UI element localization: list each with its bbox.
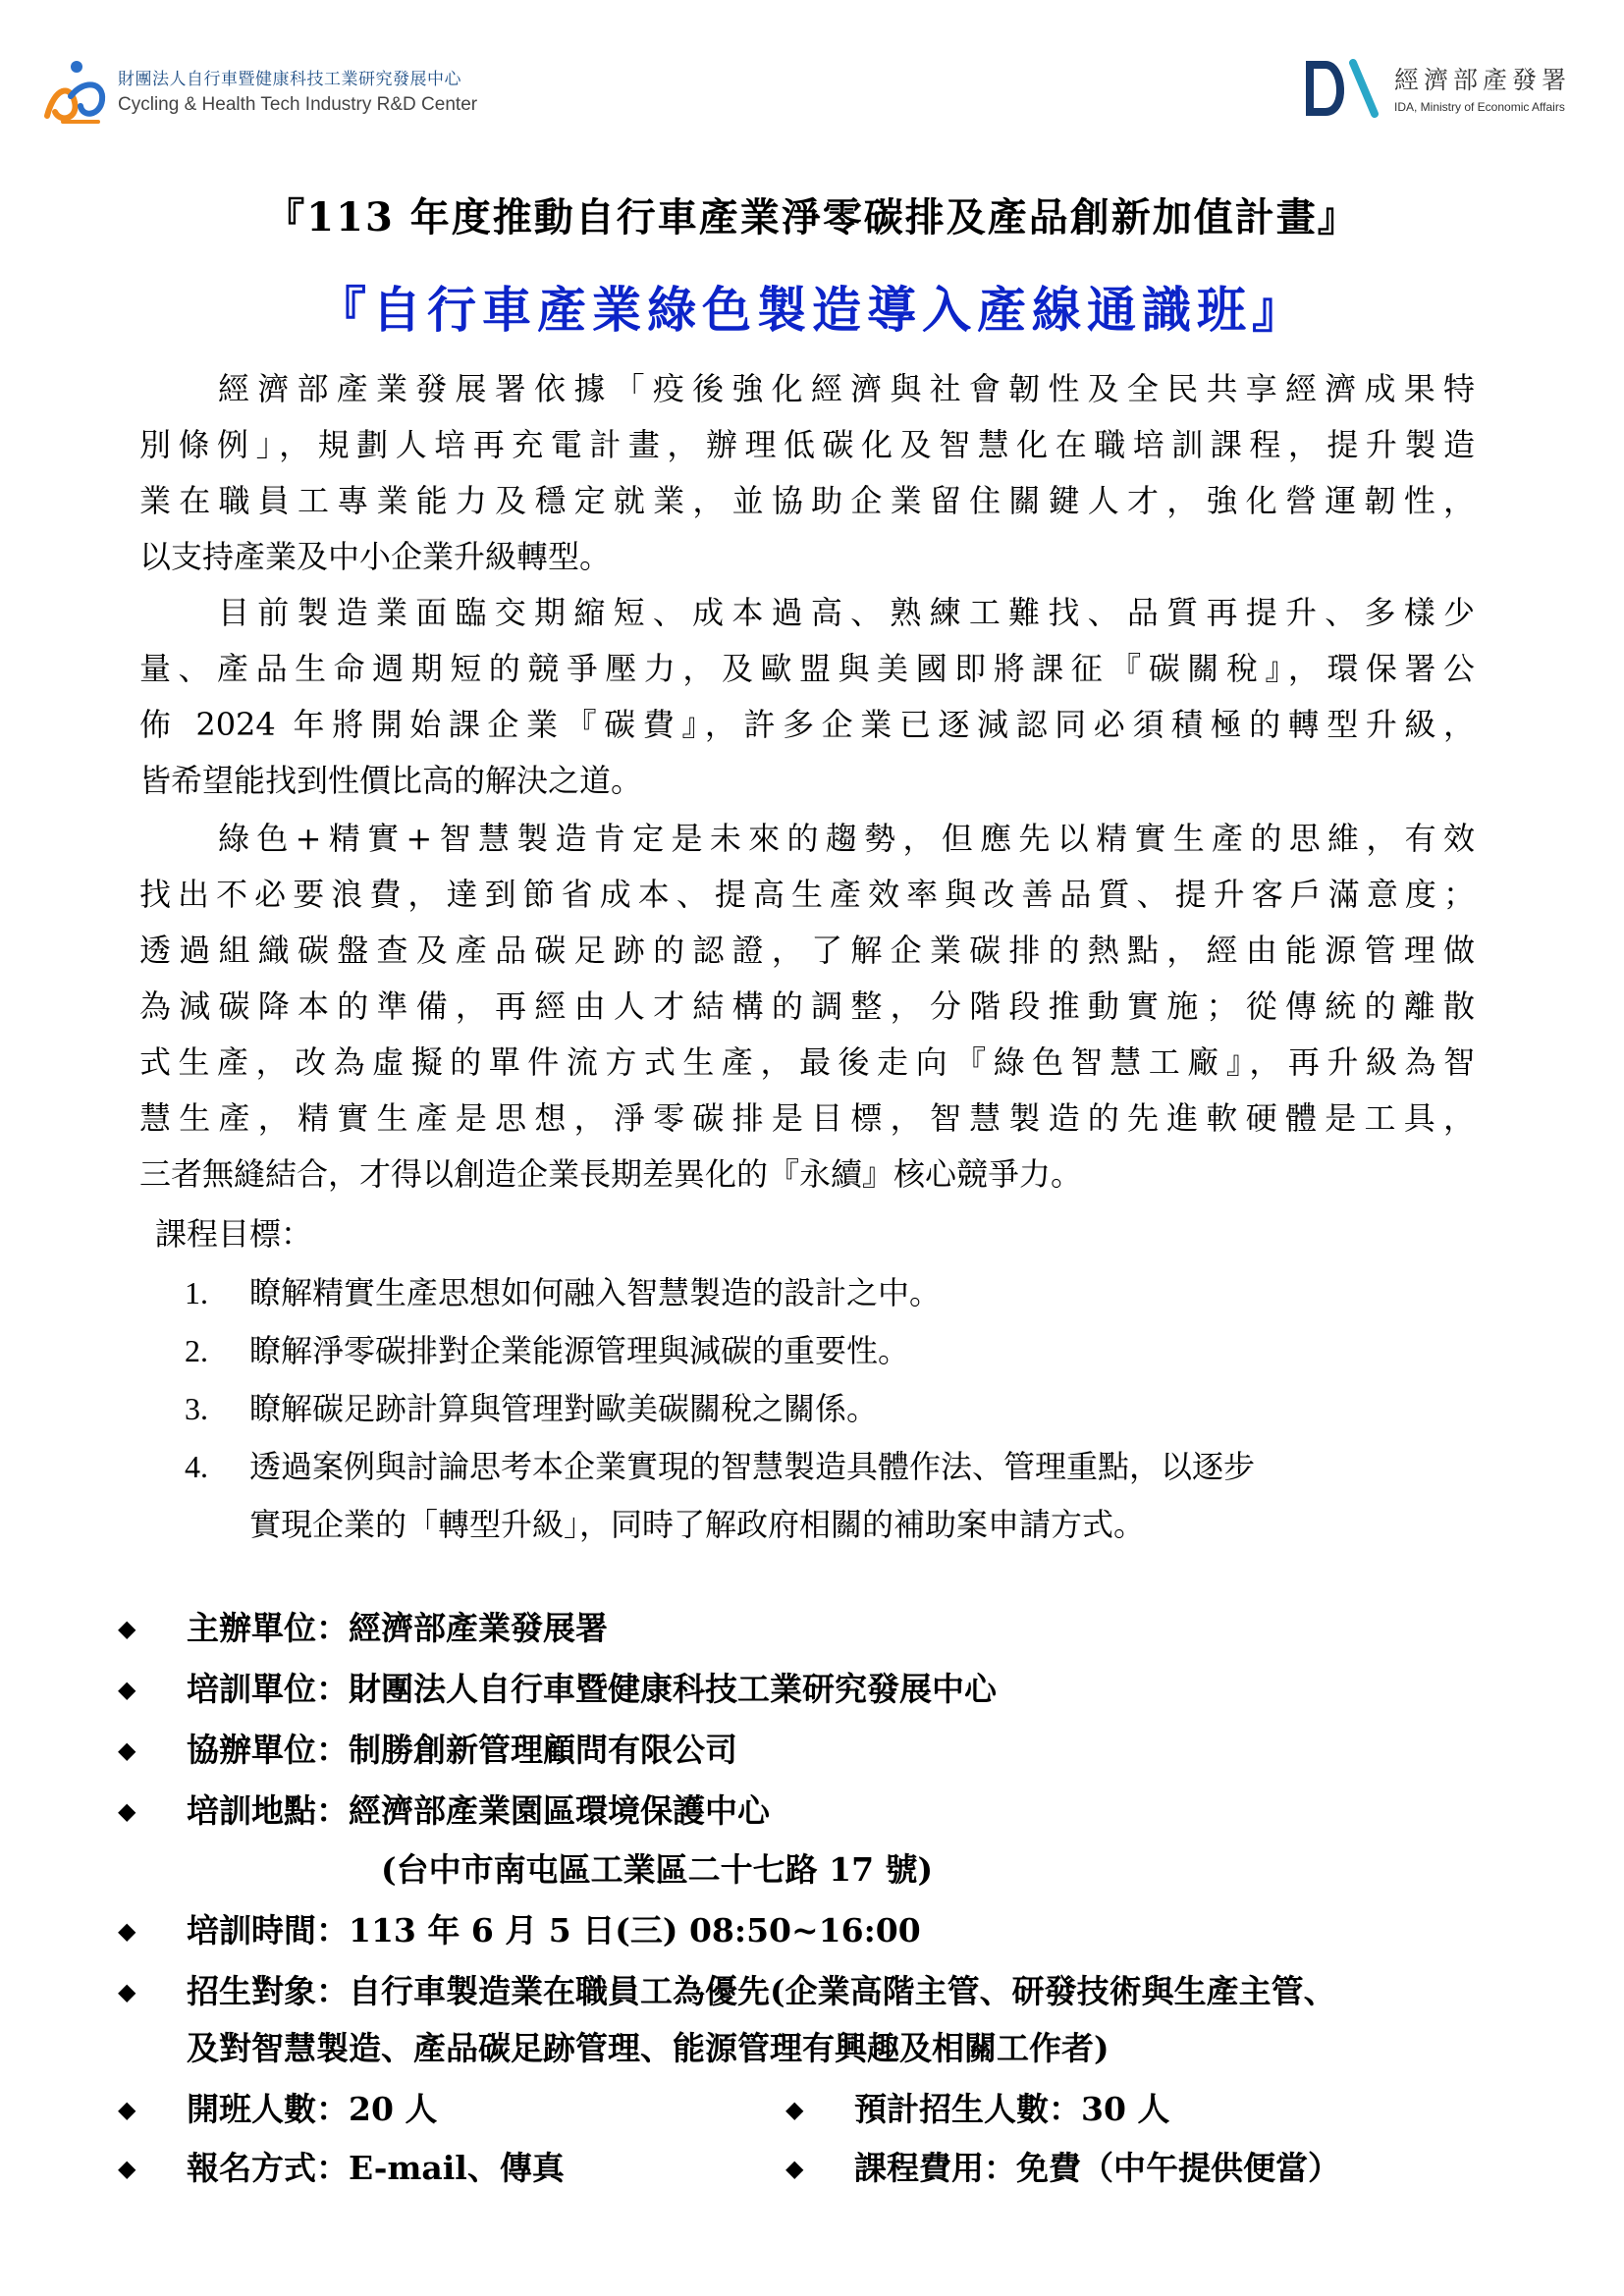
center-name-en: Cycling & Health Tech Industry R&D Center	[118, 94, 478, 115]
paragraph-line: 佈 2024 年將開始課企業『碳費』，許多企業已逐減認同必須積極的轉型升級，	[139, 706, 1475, 743]
paragraph-line: 目前製造業面臨交期縮短、成本過高、熟練工難找、品質再提升、多樣少	[218, 594, 1475, 631]
info-text: 開班人數：20 人	[187, 2090, 438, 2128]
ida-name-en: IDA, Ministry of Economic Affairs	[1394, 100, 1565, 114]
goal-text: 瞭解淨零碳排對企業能源管理與減碳的重要性。	[249, 1332, 910, 1369]
ida-logo-mark-icon	[1304, 59, 1382, 118]
cycling-center-logo-icon	[41, 57, 116, 130]
goal-number: 3.	[185, 1391, 208, 1426]
info-text: 培訓時間：113 年 6 月 5 日(三) 08:50~16:00	[187, 1911, 921, 1949]
info-text: 報名方式：E-mail、傳真	[187, 2149, 565, 2187]
paragraph-line: 量、產品生命週期短的競爭壓力，及歐盟與美國即將課征『碳關稅』，環保署公	[139, 650, 1475, 687]
diamond-bullet-icon: ◆	[118, 1615, 136, 1642]
goal-item	[177, 1322, 1492, 1380]
paragraph-line: 皆希望能找到性價比高的解決之道。	[139, 762, 643, 799]
info-trainer	[116, 1661, 997, 1718]
info-text: 招生對象：自行車製造業在職員工為優先(企業高階主管、研發技術與生產主管、	[187, 1972, 1336, 2010]
info-organizer	[116, 1600, 608, 1657]
diamond-bullet-icon: ◆	[118, 1736, 136, 1764]
info-text: 培訓地點：經濟部產業園區環境保護中心	[187, 1791, 770, 1830]
goal-number: 4.	[185, 1449, 208, 1484]
ida-logo	[1304, 57, 1598, 126]
info-co-organizer	[116, 1722, 737, 1779]
center-name-zh: 財團法人自行車暨健康科技工業研究發展中心	[118, 70, 461, 89]
info-location	[116, 1783, 770, 1840]
info-signup	[116, 2140, 565, 2197]
goal-text: 瞭解碳足跡計算與管理對歐美碳關稅之關係。	[249, 1390, 879, 1427]
info-class-size	[116, 2081, 438, 2138]
ida-name-zh: 經濟部產發署	[1394, 66, 1572, 94]
goal-text: 實現企業的「轉型升級」，同時了解政府相關的補助案申請方式。	[249, 1506, 1146, 1543]
goal-item	[177, 1380, 1492, 1438]
course-title: 『自行車產業綠色製造導入產線通識班』	[317, 281, 1307, 339]
goal-text: 瞭解精實生產思想如何融入智慧製造的設計之中。	[249, 1274, 942, 1311]
diamond-bullet-icon: ◆	[118, 2096, 136, 2123]
diamond-bullet-icon: ◆	[118, 2155, 136, 2182]
intro-paragraph-3	[139, 811, 1475, 1202]
goal-text: 透過案例與討論思考本企業實現的智慧製造具體作法、管理重點，以逐步	[249, 1448, 1256, 1485]
info-text: 協辦單位：制勝創新管理顧問有限公司	[187, 1731, 737, 1769]
info-audience	[116, 1963, 1336, 2077]
goal-number: 2.	[185, 1333, 208, 1368]
info-text: 及對智慧製造、產品碳足跡管理、能源管理有興趣及相關工作者)	[187, 2029, 1110, 2067]
info-text: 課程費用：免費（中午提供便當）	[854, 2149, 1340, 2187]
paragraph-line: 慧生產，精實生產是思想，淨零碳排是目標，智慧製造的先進軟硬體是工具，	[139, 1099, 1475, 1137]
intro-paragraph-1	[139, 361, 1475, 585]
goals-title: 課程目標：	[155, 1215, 313, 1253]
paragraph-line: 透過組織碳盤查及產品碳足跡的認證，了解企業碳排的熱點，經由能源管理做	[139, 932, 1475, 969]
goals-list	[177, 1264, 1492, 1554]
info-text: 預計招生人數：30 人	[854, 2090, 1170, 2128]
paragraph-line: 三者無縫結合，才得以創造企業長期差異化的『永續』核心競爭力。	[139, 1155, 1083, 1193]
diamond-bullet-icon: ◆	[118, 1978, 136, 2005]
goal-item	[177, 1438, 1492, 1554]
paragraph-line: 以支持產業及中小企業升級轉型。	[139, 538, 612, 575]
diamond-bullet-icon: ◆	[118, 1917, 136, 1945]
project-title: 『113 年度推動自行車產業淨零碳排及產品創新加值計畫』	[265, 194, 1359, 240]
intro-paragraph-2	[139, 585, 1475, 809]
info-time	[116, 1902, 921, 1959]
diamond-bullet-icon: ◆	[118, 1676, 136, 1703]
paragraph-line: 找出不必要浪費，達到節省成本、提高生產效率與改善品質、提升客戶滿意度；	[139, 876, 1475, 913]
goal-number: 1.	[185, 1275, 208, 1310]
paragraph-line: 綠色+精實+智慧製造肯定是未來的趨勢，但應先以精實生產的思維，有效	[218, 820, 1475, 857]
info-text: 培訓單位：財團法人自行車暨健康科技工業研究發展中心	[187, 1670, 997, 1708]
paragraph-line: 別條例」，規劃人培再充電計畫，辦理低碳化及智慧化在職培訓課程，提升製造	[139, 426, 1475, 463]
paragraph-line: 式生產，改為虛擬的單件流方式生產，最後走向『綠色智慧工廠』，再升級為智	[139, 1043, 1475, 1081]
info-text: 主辦單位：經濟部產業發展署	[187, 1609, 608, 1647]
paragraph-line: 為減碳降本的準備，再經由人才結構的調整，分階段推動實施；從傳統的離散	[139, 988, 1475, 1025]
diamond-bullet-icon: ◆	[118, 1797, 136, 1825]
paragraph-line: 業在職員工專業能力及穩定就業，並協助企業留住關鍵人才，強化營運韌性，	[139, 482, 1475, 519]
info-fee	[784, 2140, 1340, 2197]
info-expected-enrollment	[784, 2081, 1170, 2138]
cycling-center-logo	[41, 57, 503, 135]
diamond-bullet-icon: ◆	[785, 2096, 804, 2123]
diamond-bullet-icon: ◆	[785, 2155, 804, 2182]
paragraph-line: 經濟部產業發展署依據「疫後強化經濟與社會韌性及全民共享經濟成果特	[218, 370, 1475, 407]
info-address: (台中市南屯區工業區二十七路 17 號)	[381, 1850, 934, 1889]
goal-item	[177, 1264, 1492, 1322]
